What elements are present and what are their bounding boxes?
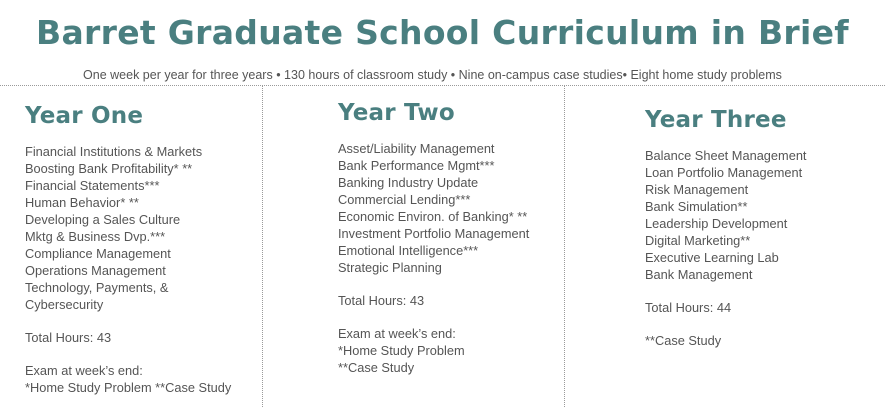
year-three-heading: Year Three	[645, 107, 787, 133]
course-item: Risk Management	[645, 182, 749, 197]
course-item: Economic Environ. of Banking* **	[338, 209, 528, 224]
year-two-exam-detail-home-study: *Home Study Problem	[338, 343, 465, 358]
course-item: Technology, Payments, &	[25, 280, 169, 295]
year-one-course-list	[25, 143, 231, 313]
course-item: Emotional Intelligence***	[338, 243, 479, 258]
header-divider	[0, 85, 885, 86]
year-two-column	[338, 100, 529, 376]
course-item: Banking Industry Update	[338, 175, 479, 190]
course-item: Developing a Sales Culture	[25, 212, 181, 227]
column-divider	[262, 86, 263, 407]
course-item: Human Behavior* **	[25, 195, 139, 210]
course-item: Loan Portfolio Management	[645, 165, 803, 180]
year-two-heading: Year Two	[338, 100, 455, 126]
year-two-exam-detail-case-study: **Case Study	[338, 360, 415, 375]
course-item: Asset/Liability Management	[338, 141, 495, 156]
page-title: Barret Graduate School Curriculum in Brief	[36, 13, 849, 52]
course-item: Compliance Management	[25, 246, 171, 261]
course-item: Boosting Bank Profitability* **	[25, 161, 193, 176]
year-three-column	[645, 107, 807, 349]
course-item: Digital Marketing**	[645, 233, 751, 248]
year-one-exam-detail: *Home Study Problem **Case Study	[25, 380, 232, 395]
course-item: Mktg & Business Dvp.***	[25, 229, 166, 244]
course-item: Commercial Lending***	[338, 192, 471, 207]
column-divider	[564, 86, 565, 407]
year-one-column	[25, 103, 231, 396]
course-item: Financial Institutions & Markets	[25, 144, 203, 159]
course-item: Leadership Development	[645, 216, 788, 231]
course-item: Bank Performance Mgmt***	[338, 158, 495, 173]
year-two-exam-label: Exam at week’s end:	[338, 326, 456, 341]
year-two-course-list	[338, 140, 529, 276]
year-three-note: **Case Study	[645, 333, 722, 348]
course-item: Bank Management	[645, 267, 753, 282]
year-one-heading: Year One	[25, 103, 144, 129]
course-item: Executive Learning Lab	[645, 250, 779, 265]
program-summary: One week per year for three years • 130 hours of classroom study • Nine on-campus case studies• Eight home study problems	[83, 68, 782, 82]
year-three-total-hours: Total Hours: 44	[645, 300, 732, 315]
course-item: Financial Statements***	[25, 178, 160, 193]
year-one-total-hours: Total Hours: 43	[25, 330, 112, 345]
course-item: Balance Sheet Management	[645, 148, 807, 163]
course-item: Investment Portfolio Management	[338, 226, 530, 241]
year-three-course-list	[645, 147, 807, 283]
course-item: Cybersecurity	[25, 297, 104, 312]
course-item: Operations Management	[25, 263, 166, 278]
year-two-total-hours: Total Hours: 43	[338, 293, 425, 308]
course-item: Bank Simulation**	[645, 199, 748, 214]
year-one-exam-label: Exam at week’s end:	[25, 363, 143, 378]
course-item: Strategic Planning	[338, 260, 442, 275]
